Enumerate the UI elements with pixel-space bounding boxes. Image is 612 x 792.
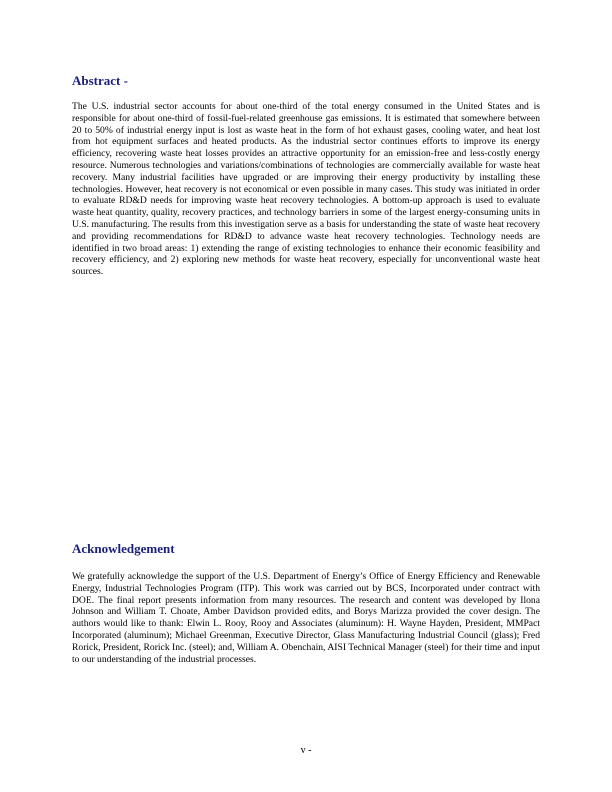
abstract-body: The U.S. industrial sector accounts for about one-third of the total energy consumed in the United States and is responsible for about one-third of fossil-fuel-related greenhouse gas emissions. It is estimated that somewhere between 20 to 50% of industrial energy input is lost as waste heat in the form of hot exhaust gases, cooling water, and heat lost from hot equipment surfaces and heated products. As the industrial sector continues efforts to improve its energy efficiency, recovering waste heat losses provides an attractive opportunity for an emission-free and less-costly energy resource. Numerous technologies and variations/combinations of technologies are commercially available for waste heat recovery. Many industrial facilities have upgraded or are improving their energy productivity by installing these technologies. However, heat recovery is not economical or even possible in many cases. This study was initiated in order to evaluate RD&D needs for improving waste heat recovery technologies. A bottom-up approach is used to evaluate waste heat quantity, quality, recovery practices, and technology barriers in some of the largest energy-consuming units in U.S. manufacturing. The results from this investigation serve as a basis for understanding the state of waste heat recovery and providing recommendations for RD&D to advance waste heat recovery technologies. Technology needs are identified in two broad areas: 1) extending the range of existing technologies to enhance their economic feasibility and recovery efficiency, and 2) exploring new methods for waste heat recovery, especially for unconventional waste heat sources. (72, 101, 540, 278)
acknowledgement-heading: Acknowledgement (72, 541, 175, 556)
acknowledgement-body: We gratefully acknowledge the support of the U.S. Department of Energy’s Office of Energy Efficiency and Renewable Energy, Industrial Technologies Program (ITP). This work was carried out by BCS, Incorporated under contract with DOE. The final report presents information from many resources. The research and content was developed by Ilona Johnson and William T. Choate, Amber Davidson provided edits, and Borys Marizza provided the cover design. The authors would like to thank: Elwin L. Rooy, Rooy and Associates (aluminum): H. Wayne Hayden, President, MMPact Incorporated (aluminum); Michael Greenman, Executive Director, Glass Manufacturing Industrial Council (glass); Fred Rorick, President, Rorick Inc. (steel); and, William A. Obenchain, AISI Technical Manager (steel) for their time and input to our understanding of the industrial processes. (72, 571, 540, 665)
page-number: v - (300, 745, 312, 756)
abstract-heading: Abstract - (72, 73, 128, 88)
